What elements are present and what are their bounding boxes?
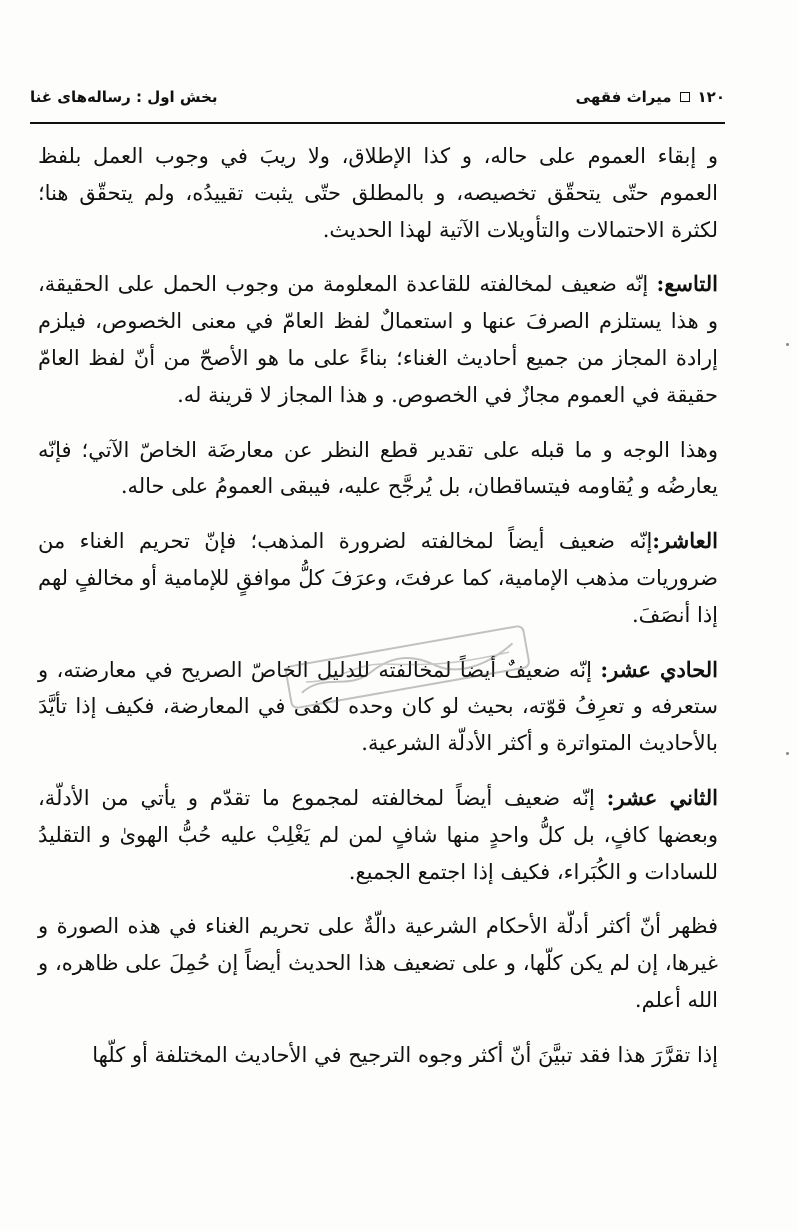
paragraph: و إبقاء العموم على حاله، و كذا الإطلاق، ولا ريبَ في وجوب العمل بلفظ العموم حتّى يتحقّق تخصيصه، و بالمطلق حتّى يثبت تقييدُه، ولم يتحقّق هنا؛ لكثرة الاحتمالات والتأويلات الآتية لهذا الحديث. <box>38 144 718 242</box>
square-bullet-icon <box>680 92 690 102</box>
section-label: بخش اول : رساله‌های غنا <box>30 88 218 106</box>
header-right <box>576 88 725 106</box>
paragraph-lead: الثاني عشر: <box>606 784 718 810</box>
paragraph: إذا تقرَّرَ هذا فقد تبيَّنَ أنّ أكثر وجوه الترجيح في الأحاديث المختلفة أو كلّها <box>92 1042 718 1067</box>
paragraph-lead: التاسع: <box>656 271 718 297</box>
paragraph: الثاني عشر: إنّه ضعيف أيضاً لمخالفته لمجموع ما تقدّم و يأتي من الأدلّة، وبعضها كافٍ، بل كلُّ واحدٍ منها شافٍ لمن لم يَغْلِبْ عليه حُبُّ الهوىٰ و التقليدُ للسادات و الكُبَراء، فكيف إذا اجتمع الجميع. <box>38 784 718 884</box>
paragraph: وهذا الوجه و ما قبله على تقدير قطع النظر عن معارضَة الخاصّ الآتي؛ فإنّه يعارضُه و يُقاومه فيتساقطان، بل يُرجَّح عليه، فيبقى العمومُ على حاله. <box>38 437 718 499</box>
page-number: ۱۲۰ <box>697 88 725 106</box>
scan-speck <box>786 752 789 755</box>
paragraph: الحادي عشر: إنّه ضعيفٌ أيضاً لمخالفته للدليل الخاصّ الصريح في معارضته، و ستعرفه و تعرِفُ قوّته، بحيث لو كان وحده لكفى في المعارضة، فكيف إذا تأيَّدَ بالأحاديث المتواترة و أكثر الأدلّة الشرعية. <box>38 656 718 756</box>
paragraph: فظهر أنّ أكثر أدلّة الأحكام الشرعية دالّةٌ على تحريم الغناء في هذه الصورة و غيرها، إن لم يكن كلّها، و على تضعيف هذا الحديث أيضاً إن حُمِلَ على ظاهره، و الله أعلم. <box>38 914 718 1012</box>
header-rule <box>30 122 725 124</box>
paragraph-lead: الحادي عشر: <box>600 656 718 682</box>
scan-speck <box>786 343 789 346</box>
page-header <box>30 88 725 114</box>
paragraph: التاسع: إنّه ضعيف لمخالفته للقاعدة المعلومة من وجوب الحمل على الحقيقة، و هذا يستلزم الصرفَ عنها و استعمالٌ لفظ العامّ في معنى الخصوص، فيلزم إرادة المجاز من جميع أحاديث الغناء؛ بناءً على ما هو الأصحّ من أنّ لفظ العامّ حقيقة في العموم مجازٌ في الخصوص. و هذا المجاز لا قرينة له. <box>38 271 718 407</box>
book-title: میراث فقهی <box>575 88 672 106</box>
paragraph: العاشر:إنّه ضعيف أيضاً لمخالفته لضرورة المذهب؛ فإنّ تحريم الغناء من ضروريات مذهب الإمامية، كما عرفتَ، وعرَفَ كلُّ موافقٍ للإمامية أو مخالفٍ لهم إذا أنصَفَ. <box>38 528 718 627</box>
body-text <box>38 138 718 1092</box>
paragraph-lead: العاشر: <box>652 528 718 554</box>
